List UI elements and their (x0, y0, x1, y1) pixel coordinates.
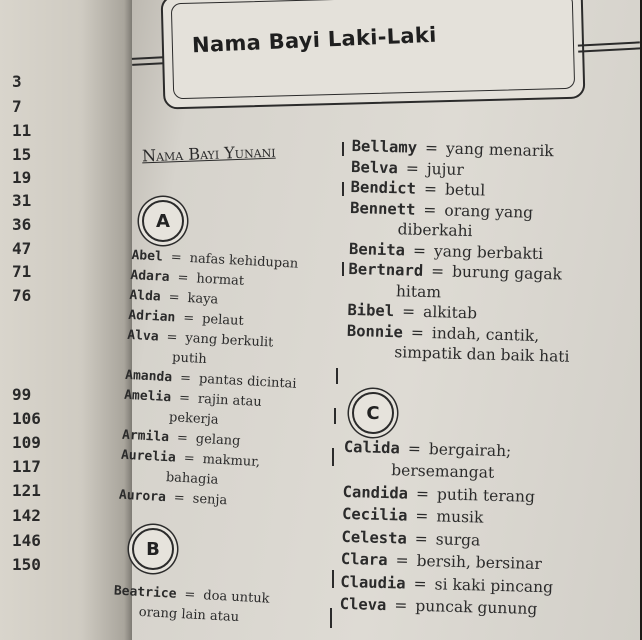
name-meaning: yang berkulit (185, 330, 274, 351)
page-number: 76 (12, 286, 32, 305)
letter-a-list (118, 246, 331, 516)
letter-badge-a: A (142, 200, 184, 242)
names-column-left (112, 246, 331, 632)
equals-sign: = (415, 506, 429, 526)
equals-sign: = (412, 241, 427, 260)
page-number: 15 (12, 145, 32, 164)
baby-name: Cecilia (341, 504, 408, 525)
equals-sign: = (405, 158, 420, 178)
equals-sign: = (177, 270, 189, 286)
equals-sign: = (394, 596, 408, 615)
column-divider (332, 448, 334, 466)
column-divider (336, 368, 338, 384)
name-meaning-continued: hitam (395, 281, 442, 301)
baby-name: Bertnard (348, 259, 424, 280)
page-number: 47 (12, 239, 32, 258)
equals-sign: = (166, 329, 178, 346)
names-column-right (339, 136, 641, 623)
page-number: 99 (12, 385, 32, 404)
equals-sign: = (430, 262, 445, 281)
equals-sign: = (173, 490, 186, 507)
baby-name: Candida (342, 482, 409, 503)
page-number: 11 (12, 121, 32, 140)
name-meaning-continued: pekerja (168, 410, 219, 428)
name-meaning: nafas kehidupan (189, 251, 299, 272)
equals-sign: = (178, 390, 191, 407)
name-meaning: betul (444, 180, 486, 200)
name-meaning: bergairah; (428, 439, 512, 460)
section-heading: Nama Bayi Yunani (141, 141, 276, 166)
name-meaning: doa untuk (202, 588, 270, 607)
baby-name: Alda (129, 287, 162, 305)
name-meaning: pelaut (201, 311, 245, 329)
equals-sign: = (410, 323, 425, 342)
baby-name: Bellamy (351, 136, 418, 157)
baby-name: Claudia (340, 572, 406, 593)
equals-sign: = (182, 310, 195, 327)
name-meaning: si kaki pincang (434, 574, 554, 596)
letter-badge-c: C (352, 392, 394, 434)
name-meaning-continued: putih (171, 350, 208, 368)
column-divider (332, 570, 334, 588)
equals-sign: = (424, 138, 439, 158)
equals-sign: = (423, 179, 438, 199)
column-divider (342, 182, 344, 196)
baby-name: Aurelia (120, 447, 177, 466)
name-meaning-continued: diberkahi (397, 220, 473, 241)
baby-name: Bonnie (346, 321, 404, 341)
baby-name: Celesta (341, 527, 408, 548)
book-page (113, 0, 640, 640)
name-meaning: bersih, bersinar (416, 551, 543, 574)
name-meaning: musik (436, 507, 484, 527)
name-meaning: yang menarik (445, 139, 554, 161)
equals-sign: = (179, 370, 192, 387)
name-meaning: puncak gunung (415, 596, 538, 619)
column-divider (342, 142, 344, 156)
name-meaning: senja (192, 491, 228, 509)
equals-sign: = (183, 451, 196, 467)
page-number: 7 (12, 97, 22, 116)
name-meaning: jujur (426, 159, 465, 179)
baby-name: Amelia (123, 387, 172, 406)
letter-c-list (339, 435, 634, 623)
letter-badge-b: B (132, 528, 174, 570)
page-number: 150 (12, 555, 41, 574)
baby-name: Adrian (127, 307, 176, 326)
name-meaning: surga (435, 529, 481, 549)
equals-sign: = (407, 439, 422, 458)
equals-sign: = (184, 587, 196, 603)
equals-sign: = (423, 200, 437, 219)
page-number: 31 (12, 191, 32, 210)
page-number: 121 (12, 481, 41, 500)
title-rule-left (132, 56, 166, 66)
name-meaning-continued: simpatik dan baik hati (394, 343, 570, 366)
title-rule-right (578, 41, 640, 52)
name-meaning: hormat (196, 271, 245, 289)
baby-name: Amanda (124, 367, 173, 386)
baby-name: Abel (131, 247, 164, 265)
baby-name: Benita (348, 239, 406, 259)
page-number: 117 (12, 457, 41, 476)
letter-b-list (346, 136, 642, 369)
baby-name: Adara (130, 267, 170, 285)
page-number: 142 (12, 506, 41, 525)
name-meaning: alkitab (422, 302, 478, 323)
baby-name: Bennett (349, 198, 416, 219)
column-divider (334, 408, 336, 424)
baby-name: Aurora (118, 487, 167, 506)
equals-sign: = (170, 250, 183, 266)
page-title: Nama Bayi Laki-Laki (191, 22, 438, 58)
previous-page (0, 0, 135, 640)
baby-name: Bendict (350, 177, 417, 198)
baby-name: Clara (340, 549, 388, 570)
equals-sign: = (401, 302, 416, 321)
name-meaning: makmur, (202, 451, 261, 470)
name-meaning: yang berbakti (433, 241, 544, 263)
name-meaning: putih terang (436, 484, 536, 506)
name-meaning: gelang (195, 431, 241, 449)
page-number: 19 (12, 168, 32, 187)
equals-sign: = (414, 529, 429, 548)
column-divider (330, 608, 332, 628)
baby-name: Bibel (347, 300, 395, 321)
page-number: 71 (12, 262, 32, 281)
name-meaning-continued: bersemangat (391, 461, 495, 482)
name-meaning: kaya (187, 290, 219, 308)
baby-name: Armila (121, 427, 170, 446)
column-divider (342, 262, 344, 276)
baby-name: Belva (350, 157, 399, 177)
equals-sign: = (395, 551, 409, 570)
name-meaning: burung gagak (451, 262, 563, 284)
name-meaning: rajin atau (197, 391, 263, 410)
page-number: 106 (12, 409, 41, 428)
page-number: 146 (12, 531, 41, 550)
name-meaning: orang yang (444, 200, 534, 222)
equals-sign: = (413, 574, 427, 593)
name-meaning-continued: bahagia (165, 470, 219, 488)
equals-sign: = (176, 430, 189, 447)
page-number: 109 (12, 433, 41, 452)
page-number: 3 (12, 72, 22, 91)
page-number: 36 (12, 215, 32, 234)
name-meaning: pantas dicintai (198, 371, 297, 392)
baby-name: Calida (343, 437, 401, 457)
name-meaning-continued: orang lain atau (138, 604, 240, 626)
letter-b-list (112, 582, 314, 632)
name-meaning: indah, cantik, (431, 323, 540, 345)
baby-name: Beatrice (113, 583, 177, 602)
baby-name: Alva (126, 327, 159, 345)
baby-name: Cleva (339, 594, 387, 615)
equals-sign: = (415, 484, 430, 503)
equals-sign: = (168, 289, 180, 306)
